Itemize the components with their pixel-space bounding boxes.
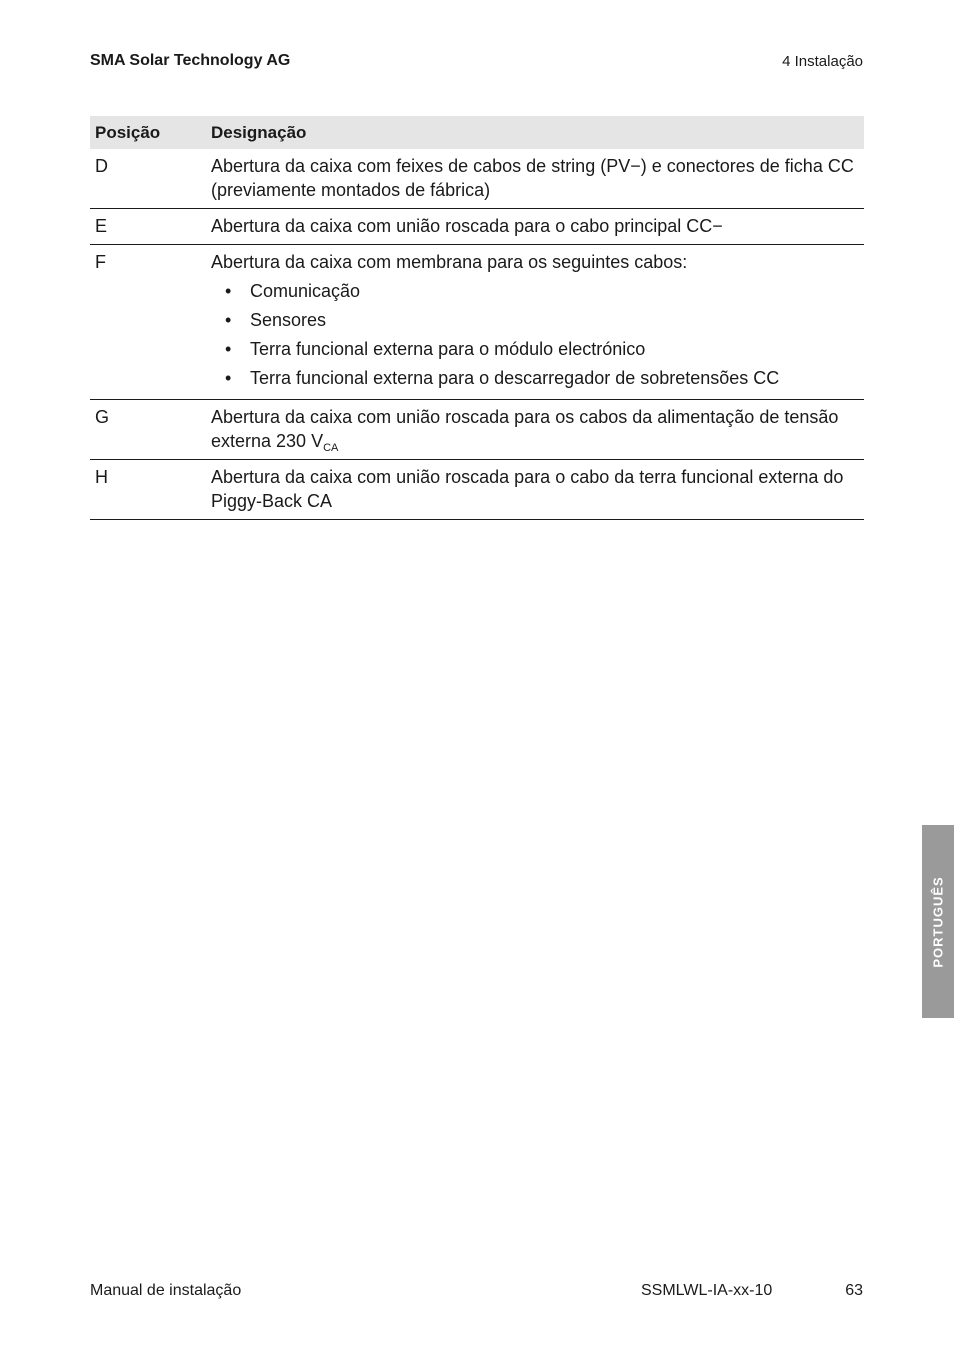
footer-manual-title: Manual de instalação xyxy=(90,1282,242,1299)
row-designation: Abertura da caixa com união roscada para o cabo principal CC− xyxy=(206,209,864,245)
table-header-row xyxy=(90,116,864,149)
language-tab-label: PORTUGUÊS xyxy=(930,875,946,968)
table-row xyxy=(90,400,864,460)
table-row xyxy=(90,149,864,209)
row-position: E xyxy=(90,209,206,245)
list-item: • Comunicação xyxy=(211,277,859,306)
row-designation: Abertura da caixa com união roscada para os cabos da alimentação de tensão externa 230 V xyxy=(211,407,839,451)
company-name: SMA Solar Technology AG xyxy=(90,52,291,69)
column-header-designation: Designação xyxy=(206,116,864,149)
voltage-subscript: CA xyxy=(323,442,339,454)
table-row xyxy=(90,209,864,245)
row-designation: Abertura da caixa com membrana para os seguintes cabos: xyxy=(211,252,688,272)
section-title: 4 Instalação xyxy=(782,53,863,70)
list-item: • Terra funcional externa para o módulo electrónico xyxy=(211,335,859,364)
row-designation-cell xyxy=(206,400,864,460)
table-row xyxy=(90,245,864,400)
row-position: D xyxy=(90,149,206,209)
row-designation: Abertura da caixa com feixes de cabos de string (PV−) e conectores de ficha CC (previamente montados de fábrica) xyxy=(206,149,864,209)
row-designation-cell xyxy=(206,245,864,400)
row-designation: Abertura da caixa com união roscada para o cabo da terra funcional externa do Piggy-Back CA xyxy=(206,460,864,520)
list-item: • Sensores xyxy=(211,306,859,335)
row-position: H xyxy=(90,460,206,520)
language-tab xyxy=(922,825,954,1018)
designation-table xyxy=(90,116,864,520)
table-row xyxy=(90,460,864,520)
page-number: 63 xyxy=(845,1282,863,1299)
footer-doc-code: SSMLWL-IA-xx-10 xyxy=(641,1282,773,1299)
row-position: F xyxy=(90,245,206,400)
row-position: G xyxy=(90,400,206,460)
cable-list xyxy=(211,277,859,393)
list-item: • Terra funcional externa para o descarregador de sobretensões CC xyxy=(211,364,859,393)
column-header-position: Posição xyxy=(90,116,206,149)
